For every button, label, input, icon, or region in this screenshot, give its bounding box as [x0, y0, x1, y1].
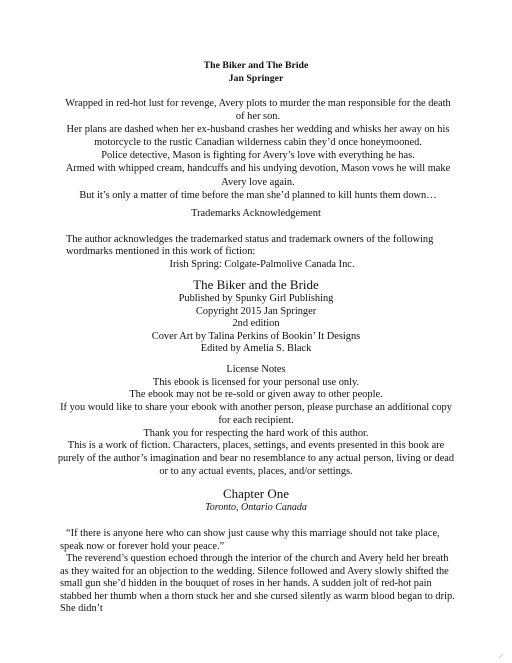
- blurb-line: Wrapped in red-hot lust for revenge, Avery plots to murder the man responsible for the death of her son.: [65, 98, 451, 123]
- license-heading: License Notes: [226, 364, 286, 375]
- blurb-line: But it’s only a matter of time before the man she’d planned to kill hunts them down…: [79, 189, 437, 201]
- publication-line: Copyright 2015 Jan Springer: [195, 305, 317, 317]
- publication-info: [0, 277, 512, 356]
- publication-title: The Biker and the Bride: [193, 277, 319, 292]
- blurb-line: Her plans are dashed when her ex-husband crashes her wedding and whisks her away on his motorcycle to the rustic Canadian wilderness cabin they’d once honeymooned.: [66, 124, 450, 149]
- license-line: Thank you for respecting the hard work of this author.: [143, 427, 369, 439]
- trademarks-heading: Trademarks Acknowledgement: [191, 208, 321, 219]
- blurb-line: Police detective, Mason is fighting for Avery’s love with everything he has.: [101, 150, 415, 162]
- trademark-item: Irish Spring: Colgate-Palmolive Canada Inc.: [169, 258, 355, 270]
- chapter-title: Chapter One: [222, 486, 290, 501]
- chapter-heading: [0, 486, 512, 514]
- corner-mark-icon: [498, 653, 504, 659]
- trademarks-body: The author acknowledges the trademarked status and trademark owners of the following wordmarks mentioned in this work of fiction:: [66, 234, 434, 258]
- trademarks-section: [66, 234, 458, 271]
- license-line: The ebook may not be re-sold or given away to other people.: [129, 389, 383, 401]
- chapter-setting: Toronto, Ontario Canada: [205, 502, 307, 513]
- license-line: If you would like to share your ebook with another person, please purchase an additional copy for each recipient.: [60, 402, 452, 426]
- paragraph: The reverend’s question echoed through the interior of the church and Avery held her breath as they waited for an objection to the wedding. Silence followed and Avery slowly shifted the small gun she’d hidden in the bouquet of roses in her hands. A sudden jolt of red-hot pain stabbed her thumb when a thorn stuck her and she cursed silently as warm blood began to drip. She didn’t: [60, 553, 455, 614]
- book-blurb: [62, 97, 454, 202]
- title-block: [0, 59, 512, 85]
- publication-line: Cover Art by Talina Perkins of Bookin’ It Designs: [151, 330, 361, 342]
- publication-line: Edited by Amelia S. Black: [200, 343, 312, 355]
- chapter-body: [60, 528, 458, 616]
- license-line: This ebook is licensed for your personal use only.: [152, 376, 360, 388]
- paragraph: “If there is anyone here who can show just cause why this marriage should not take place, speak now or forever hold your peace.”: [60, 528, 440, 552]
- publication-line: Published by Spunky Girl Publishing: [178, 293, 334, 304]
- license-notes: [0, 364, 512, 478]
- license-line: This is a work of fiction. Characters, places, settings, and events presented in this book are purely of the author’s imagination and bear no resemblance to any actual person, living or dead or to any actual events, places, and/or settings.: [57, 440, 455, 477]
- book-title: The Biker and The Bride: [203, 60, 309, 71]
- author-name: Jan Springer: [228, 73, 284, 84]
- blurb-line: Armed with whipped cream, handcuffs and his undying devotion, Mason vows he will make Avery love again.: [65, 163, 451, 188]
- publication-line: 2nd edition: [232, 318, 280, 330]
